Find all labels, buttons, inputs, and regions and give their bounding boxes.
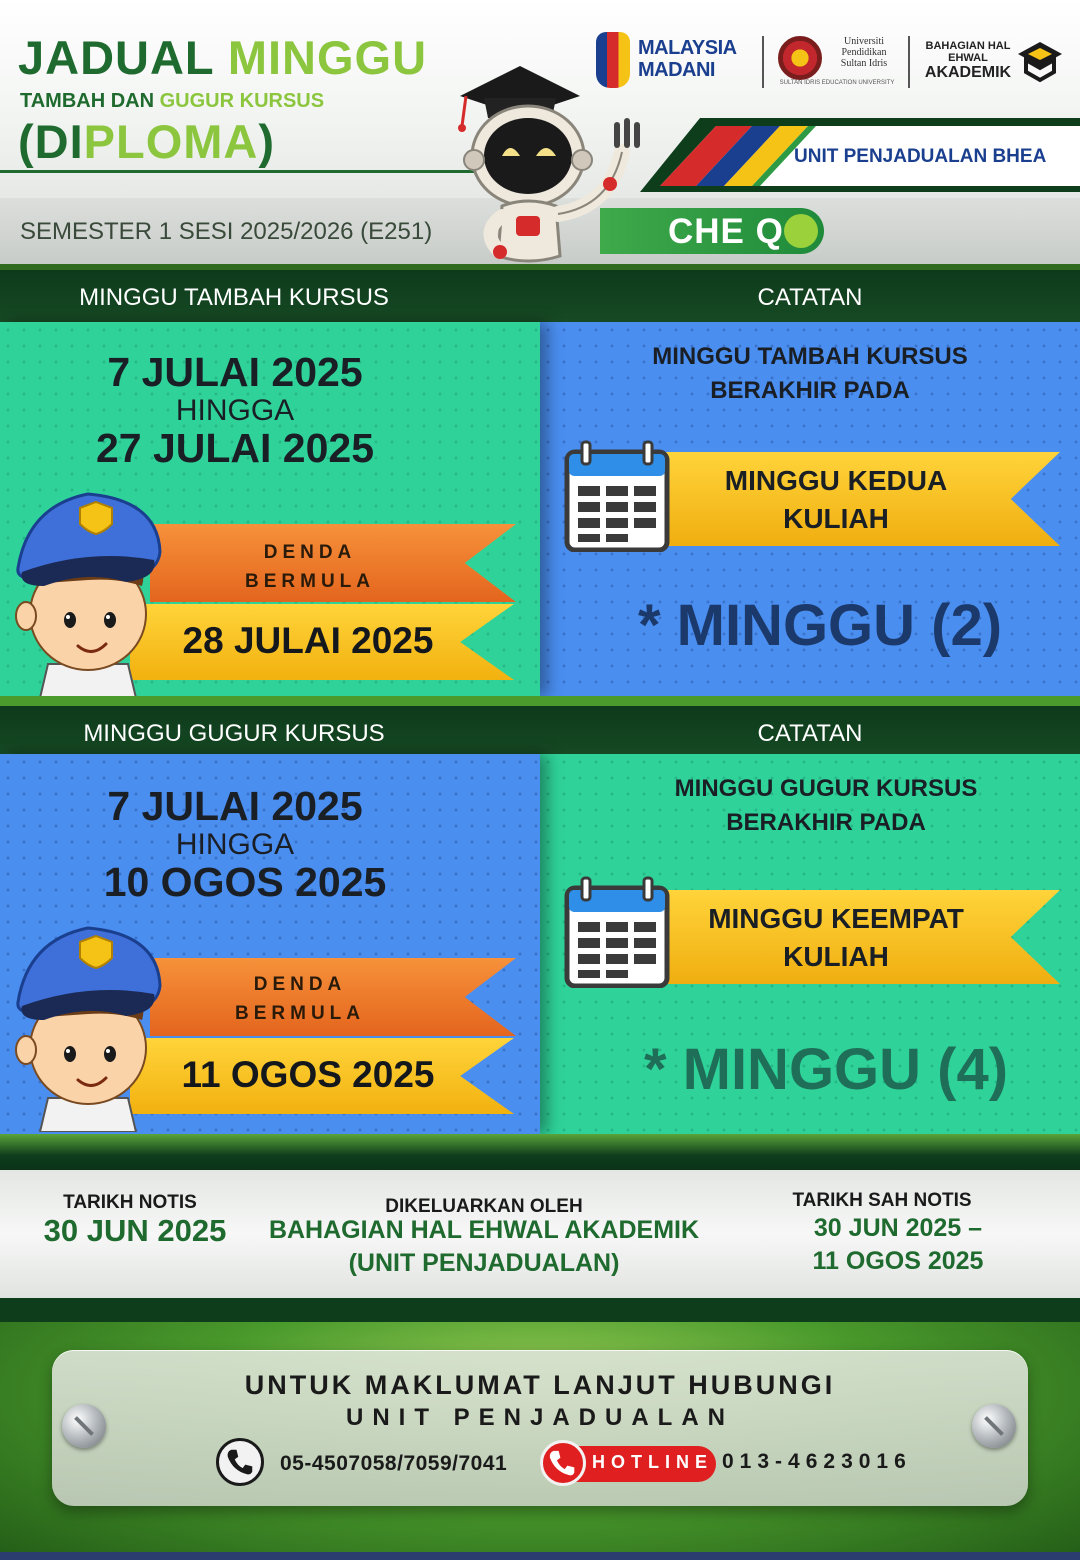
diploma-part1: DI — [34, 115, 84, 168]
tambah-denda-line2: BERMULA — [245, 571, 375, 592]
tambah-denda-label — [150, 538, 470, 596]
gugur-note-ribbon-text — [656, 900, 1016, 976]
green-strip — [0, 1298, 1080, 1322]
title-word1: JADUAL — [18, 31, 214, 84]
title-underline — [0, 170, 480, 173]
upsi-line3: Sultan Idris — [840, 58, 888, 69]
gugur-section-title: MINGGU GUGUR KURSUS — [83, 720, 385, 747]
gugur-note-line1: MINGGU GUGUR KURSUS — [674, 775, 978, 802]
valid-date-line1: 30 JUN 2025 – — [813, 1214, 983, 1242]
upsi-logo — [770, 34, 900, 86]
title-word2: MINGGU — [227, 31, 428, 84]
tambah-ribbon-line2: KULIAH — [783, 503, 889, 534]
gugur-notes-title: CATATAN — [757, 720, 863, 747]
tambah-end-date: 27 JULAI 2025 — [95, 425, 375, 471]
issued-by-line2: (UNIT PENJADUALAN) — [348, 1249, 620, 1277]
notice-date-label: TARIKH NOTIS — [63, 1192, 197, 1213]
tambah-hingga: HINGGA — [175, 394, 295, 427]
police-boy-mascot — [8, 920, 168, 1132]
upsi-seal-icon — [778, 36, 822, 80]
issued-by-value — [254, 1214, 714, 1280]
bhea-line1: BAHAGIAN HAL EHWAL — [925, 40, 1011, 64]
calendar-icon — [564, 876, 670, 988]
issued-by-label: DIKELUARKAN OLEH — [385, 1196, 583, 1217]
bhea-line2: AKADEMIK — [924, 64, 1012, 81]
tambah-section-title: MINGGU TAMBAH KURSUS — [79, 284, 389, 311]
gugur-end-date: 10 OGOS 2025 — [103, 859, 387, 905]
contact-subtitle: UNIT PENJADUALAN — [345, 1404, 734, 1431]
logo-divider — [908, 36, 910, 88]
phone-icon — [216, 1438, 264, 1486]
gugur-note-line2: BERAKHIR PADA — [726, 809, 926, 836]
tambah-notes-title: CATATAN — [757, 284, 863, 311]
title-diploma — [18, 116, 275, 168]
madani-line2: MADANI — [638, 59, 715, 81]
semester-text: SEMESTER 1 SESI 2025/2026 (E251) — [20, 218, 433, 245]
gugur-start-date: 7 JULAI 2025 — [107, 783, 363, 829]
gugur-note-title — [556, 772, 1080, 840]
subtitle-part2: GUGUR KURSUS — [159, 90, 325, 112]
robot-mascot — [440, 56, 670, 266]
contact-title: UNTUK MAKLUMAT LANJUT HUBUNGI — [244, 1370, 836, 1400]
gugur-ribbon-line2: KULIAH — [783, 941, 889, 972]
madani-line1: MALAYSIA — [638, 37, 737, 59]
tambah-note-ribbon-text — [656, 462, 1016, 538]
tambah-ribbon-line1: MINGGU KEDUA — [724, 465, 948, 496]
valid-date-line2: 11 OGOS 2025 — [812, 1247, 984, 1275]
gugur-denda-label — [140, 970, 460, 1028]
hotline-phone-icon — [540, 1440, 586, 1486]
diploma-open: ( — [18, 115, 35, 168]
police-boy-mascot — [8, 486, 168, 698]
notice-date-value: 30 JUN 2025 — [43, 1213, 227, 1248]
green-strip — [0, 1134, 1080, 1170]
tambah-note-line2: BERAKHIR PADA — [710, 377, 910, 404]
phone-number[interactable]: 05-4507058/7059/7041 — [280, 1452, 508, 1475]
unit-label: UNIT PENJADUALAN BHEA — [794, 146, 1047, 167]
bottom-strip — [0, 1552, 1080, 1560]
upsi-line1: Universiti — [844, 36, 884, 47]
bhea-text — [922, 40, 1014, 82]
tambah-start-date: 7 JULAI 2025 — [107, 349, 363, 395]
section-divider — [0, 696, 1080, 706]
tambah-denda-line1: DENDA — [263, 542, 357, 563]
gugur-hingga: HINGGA — [175, 828, 295, 861]
gugur-denda-line2: BERMULA — [235, 1003, 365, 1024]
gugur-week-number: * MINGGU (4) — [643, 1037, 1009, 1102]
valid-date-label: TARIKH SAH NOTIS — [792, 1190, 972, 1211]
gugur-denda-date: 11 OGOS 2025 — [181, 1054, 435, 1095]
tambah-note-title — [540, 340, 1080, 408]
upsi-text — [828, 36, 900, 69]
gugur-denda-line1: DENDA — [253, 974, 347, 995]
issued-by-line1: BAHAGIAN HAL EHWAL AKADEMIK — [268, 1216, 700, 1244]
diploma-part2: PLOMA — [83, 115, 259, 168]
title-subtitle — [20, 90, 324, 113]
hotline-number[interactable]: 013-4623016 — [722, 1450, 912, 1473]
logo-divider — [762, 36, 764, 88]
hotline-label: HOTLINE — [592, 1452, 713, 1472]
bhea-logo — [918, 34, 1068, 86]
upsi-line2: Pendidikan — [841, 47, 887, 58]
title-jadual-minggu — [18, 31, 428, 84]
tambah-denda-date: 28 JULAI 2025 — [182, 620, 434, 661]
subtitle-part1: TAMBAH DAN — [20, 90, 155, 112]
graduation-cap-icon — [1016, 38, 1064, 84]
tambah-week-number: * MINGGU (2) — [637, 593, 1003, 658]
calendar-icon — [564, 440, 670, 552]
diploma-close: ) — [258, 115, 276, 168]
upsi-subtext: SULTAN IDRIS EDUCATION UNIVERSITY — [779, 80, 895, 86]
tambah-note-line1: MINGGU TAMBAH KURSUS — [652, 343, 968, 370]
mascot-name: CHE Q — [668, 212, 784, 251]
valid-date-value — [796, 1212, 1000, 1278]
gugur-ribbon-line1: MINGGU KEEMPAT — [708, 903, 964, 934]
